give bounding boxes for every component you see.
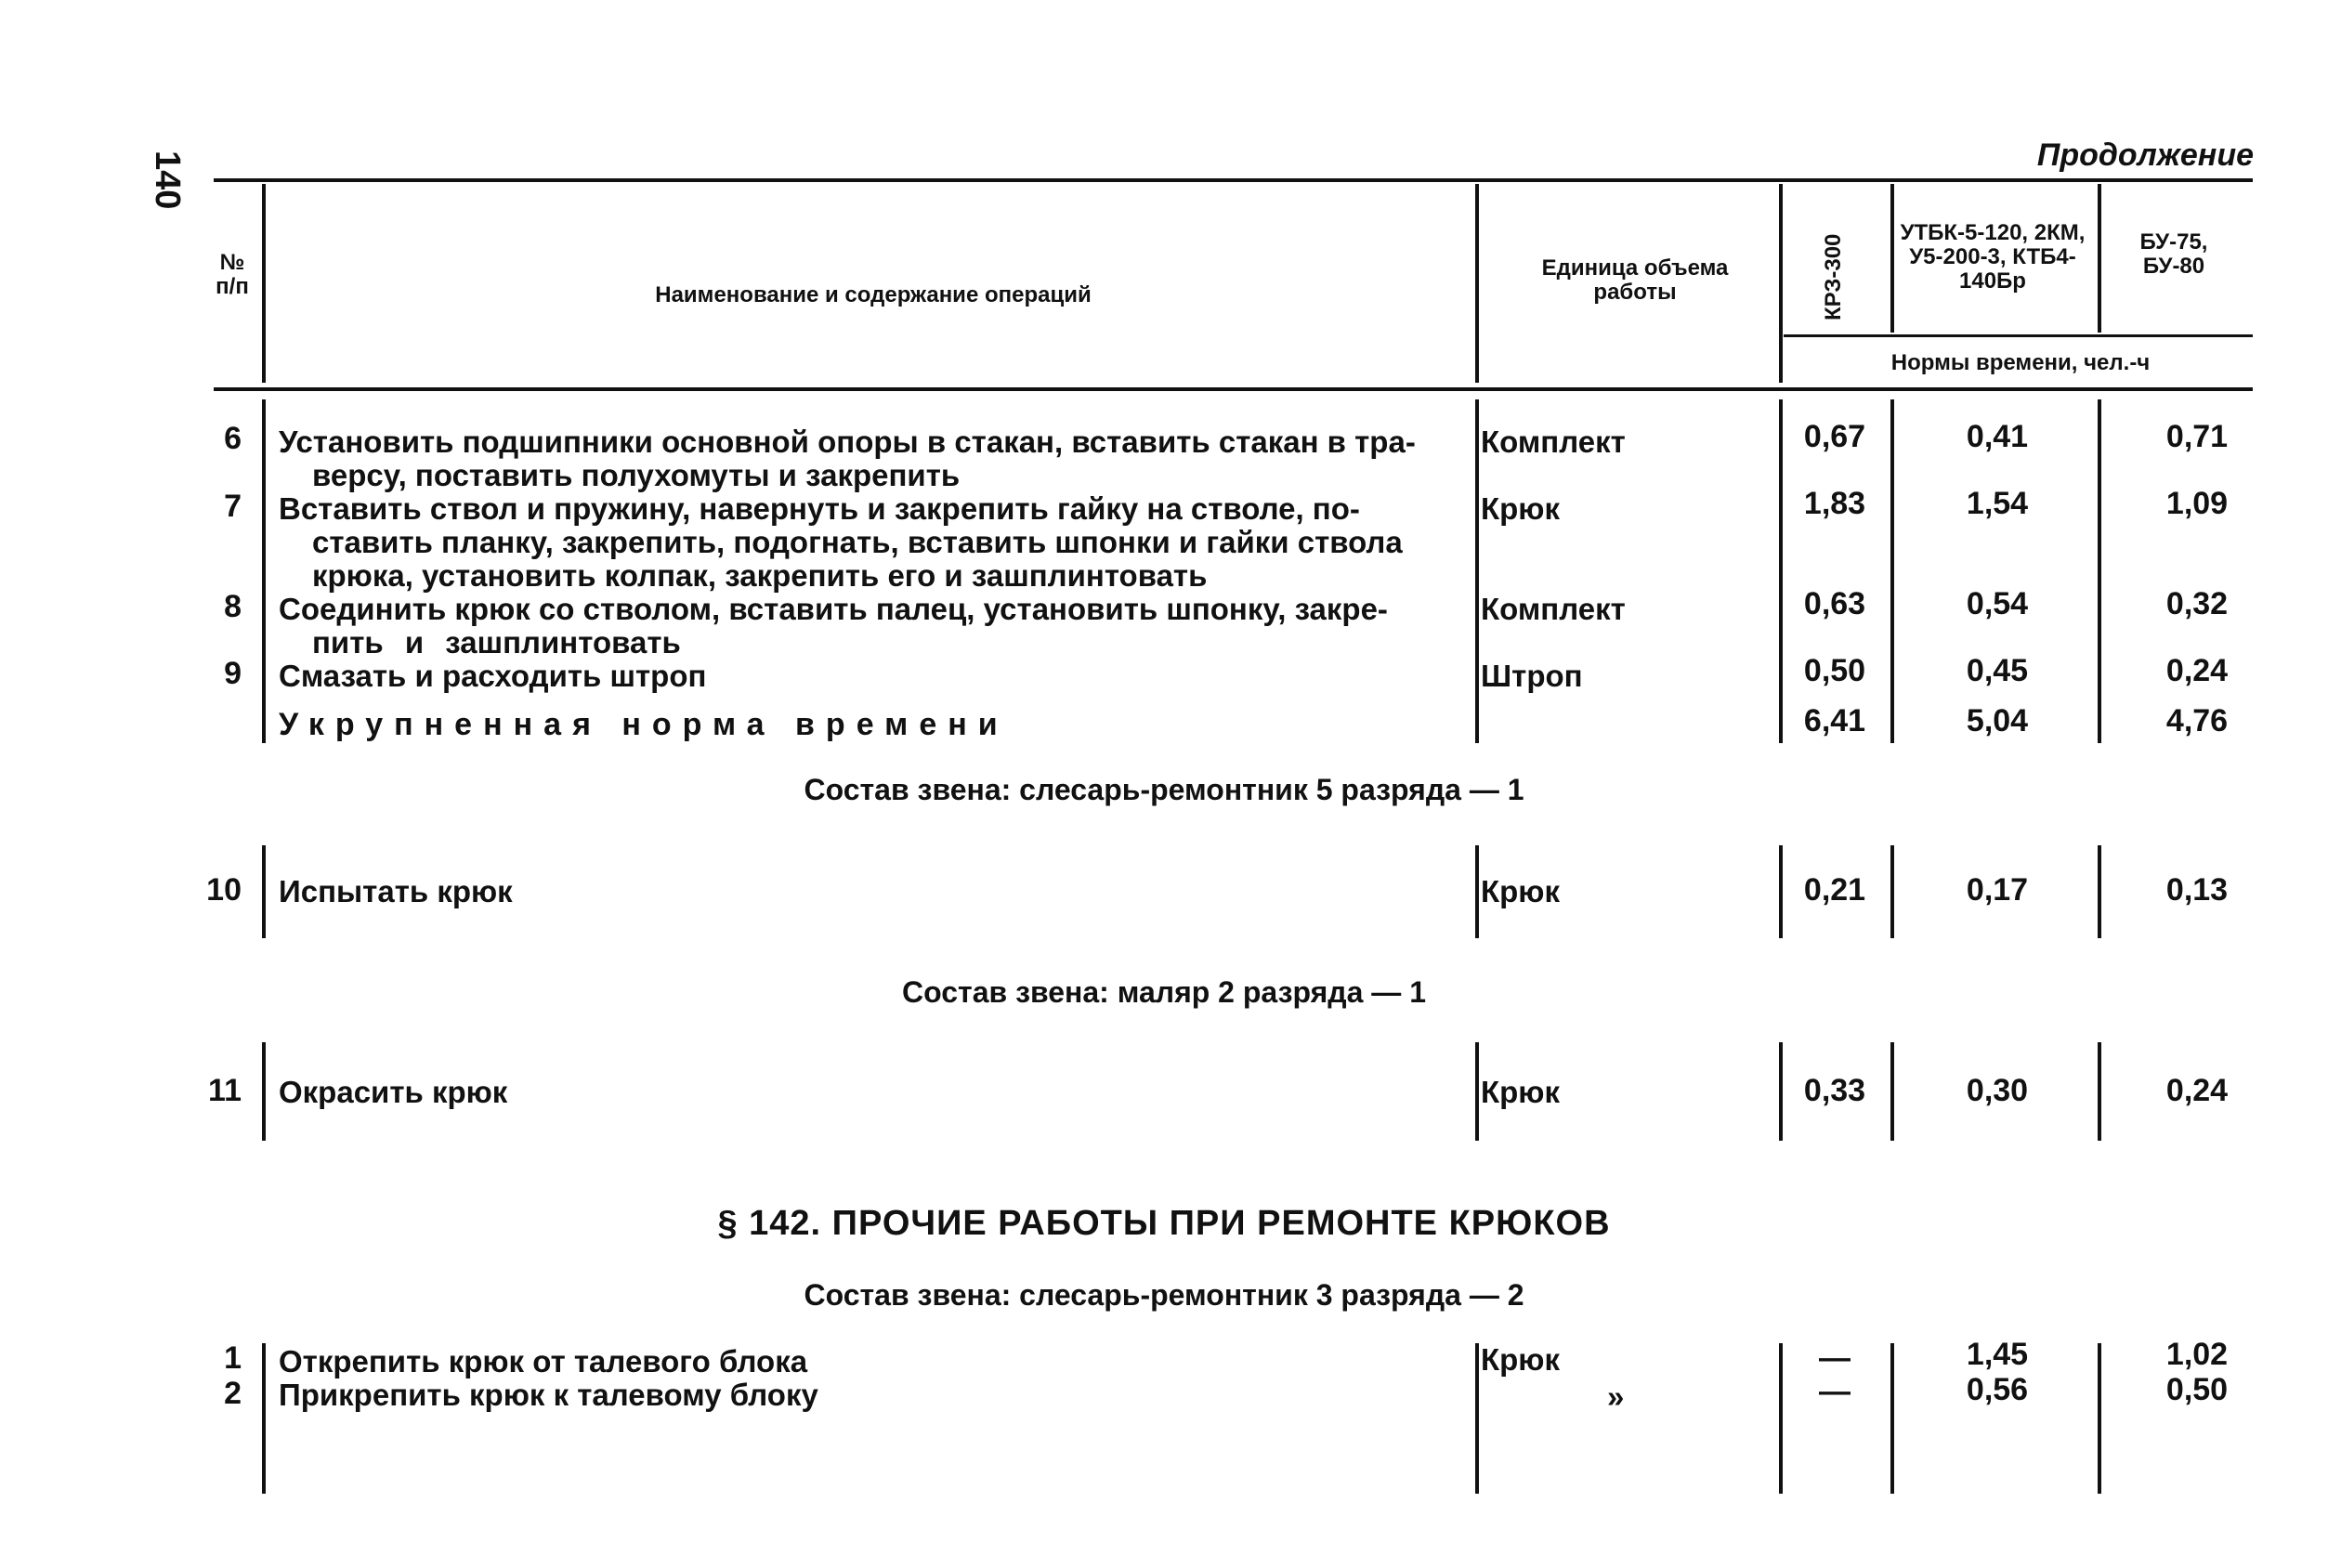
row11-line-5 bbox=[2098, 1042, 2101, 1141]
unit-cell: » bbox=[1607, 1379, 1625, 1414]
total-utbk: 5,04 bbox=[1966, 703, 2029, 738]
block-a-line-1 bbox=[262, 399, 266, 743]
operation-text: Окрасить крюк bbox=[279, 1075, 508, 1109]
operation-text: Испытать крюк bbox=[279, 874, 513, 908]
unit-cell: Крюк bbox=[1481, 1342, 1560, 1377]
block-b-line-3 bbox=[1779, 1343, 1783, 1494]
row10-line-4 bbox=[1890, 845, 1894, 938]
continuation-label: Продолжение bbox=[2036, 137, 2254, 173]
row-number: 1 bbox=[224, 1340, 242, 1376]
value-krz300: 0,21 bbox=[1803, 872, 1866, 908]
header-unit: Единица объема работы bbox=[1541, 255, 1729, 305]
row11-line-2 bbox=[1475, 1042, 1479, 1141]
header-col2: УТБК-5-120, 2КМ, У5-200-3, КТБ4-140Бр bbox=[1900, 220, 2086, 294]
header-norms: Нормы времени, чел.-ч bbox=[1890, 350, 2151, 375]
operation-line: Смазать и расходить штроп bbox=[279, 659, 707, 693]
crew-composition: Состав звена: слесарь-ремонтник 5 разряда — 1 bbox=[804, 773, 1524, 806]
operation-line: пить и зашплинтовать bbox=[312, 625, 681, 660]
value-utbk: 1,45 bbox=[1966, 1337, 2029, 1372]
row-number: 7 bbox=[224, 489, 242, 524]
total-label: Укрупненная норма времени bbox=[279, 707, 1009, 742]
header-num: № п/п bbox=[216, 250, 249, 299]
row-number: 2 bbox=[224, 1376, 242, 1411]
block-a-line-3 bbox=[1779, 399, 1783, 743]
header-top-rule bbox=[214, 178, 2253, 182]
block-b-line-4 bbox=[1890, 1343, 1894, 1494]
value-utbk: 1,54 bbox=[1966, 486, 2029, 521]
block-a-line-2 bbox=[1475, 399, 1479, 743]
value-krz300: 1,83 bbox=[1803, 486, 1866, 521]
value-bu: 0,24 bbox=[2165, 653, 2229, 688]
value-bu: 0,71 bbox=[2165, 419, 2229, 454]
operation-text: Открепить крюк от талевого блока bbox=[279, 1344, 808, 1379]
block-b-line-2 bbox=[1475, 1343, 1479, 1494]
row11-line-1 bbox=[262, 1042, 266, 1141]
block-a-line-5 bbox=[2098, 399, 2101, 743]
header-divider-4 bbox=[1890, 184, 1894, 333]
operation-line: версу, поставить полухомуты и закрепить bbox=[312, 458, 961, 492]
row-number: 9 bbox=[224, 656, 242, 691]
value-utbk: 0,17 bbox=[1966, 872, 2029, 908]
row-number: 8 bbox=[224, 589, 242, 624]
section-title: § 142. ПРОЧИЕ РАБОТЫ ПРИ РЕМОНТЕ КРЮКОВ bbox=[717, 1204, 1611, 1243]
header-name: Наименование и содержание операций bbox=[655, 282, 1092, 307]
value-bu: 0,50 bbox=[2165, 1372, 2229, 1407]
value-bu: 1,09 bbox=[2165, 486, 2229, 521]
operation-text bbox=[279, 425, 1463, 492]
value-krz300: 0,50 bbox=[1803, 653, 1866, 688]
row10-line-1 bbox=[262, 845, 266, 938]
value-krz300: — bbox=[1819, 1340, 1851, 1376]
total-bu: 4,76 bbox=[2165, 703, 2229, 738]
row-number: 10 bbox=[206, 872, 242, 908]
value-utbk: 0,30 bbox=[1966, 1073, 2029, 1108]
header-divider-3 bbox=[1779, 184, 1783, 383]
block-b-line-1 bbox=[262, 1343, 266, 1494]
value-utbk: 0,45 bbox=[1966, 653, 2029, 688]
value-utbk: 0,41 bbox=[1966, 419, 2029, 454]
operation-text bbox=[279, 492, 1463, 593]
row10-line-2 bbox=[1475, 845, 1479, 938]
row-number: 11 bbox=[208, 1073, 242, 1108]
value-krz300: 0,63 bbox=[1803, 586, 1866, 621]
operation-line: Вставить ствол и пружину, навернуть и закрепить гайку на стволе, по- bbox=[279, 491, 1360, 526]
header-divider-2 bbox=[1475, 184, 1479, 383]
block-b-line-5 bbox=[2098, 1343, 2101, 1494]
value-krz300: — bbox=[1819, 1374, 1851, 1409]
row-number: 6 bbox=[224, 421, 242, 456]
value-krz300: 0,67 bbox=[1803, 419, 1866, 454]
value-utbk: 0,56 bbox=[1966, 1372, 2029, 1407]
operation-text bbox=[279, 660, 1463, 693]
operation-line: ставить планку, закрепить, подогнать, вставить шпонки и гайки ствола bbox=[312, 525, 1403, 559]
header-col3: БУ-75, БУ-80 bbox=[2139, 229, 2208, 279]
header-divider-5 bbox=[2098, 184, 2101, 333]
value-utbk: 0,54 bbox=[1966, 586, 2029, 621]
unit-cell: Крюк bbox=[1481, 1075, 1560, 1109]
block-a-line-4 bbox=[1890, 399, 1894, 743]
header-bottom-rule bbox=[214, 387, 2253, 391]
crew-composition: Состав звена: маляр 2 разряда — 1 bbox=[902, 975, 1426, 1009]
crew-composition: Состав звена: слесарь-ремонтник 3 разряда — 2 bbox=[804, 1278, 1524, 1312]
norms-rule bbox=[1784, 334, 2253, 337]
row10-line-5 bbox=[2098, 845, 2101, 938]
value-krz300: 0,33 bbox=[1803, 1073, 1866, 1108]
operation-text: Прикрепить крюк к талевому блоку bbox=[279, 1378, 818, 1412]
page-number: 140 bbox=[148, 150, 187, 210]
operation-line: Установить подшипники основной опоры в стакан, вставить стакан в тра- bbox=[279, 425, 1416, 459]
unit-cell: Штроп bbox=[1481, 659, 1583, 693]
row11-line-4 bbox=[1890, 1042, 1894, 1141]
unit-cell: Крюк bbox=[1481, 491, 1560, 526]
value-bu: 1,02 bbox=[2165, 1337, 2229, 1372]
operation-line: Соединить крюк со стволом, вставить палец, установить шпонку, закре- bbox=[279, 592, 1388, 626]
total-krz300: 6,41 bbox=[1803, 703, 1866, 738]
row11-line-3 bbox=[1779, 1042, 1783, 1141]
operation-line: крюка, установить колпак, закрепить его и зашплинтовать bbox=[312, 558, 1208, 593]
header-col1: КРЗ-300 bbox=[1821, 233, 1846, 320]
value-bu: 0,24 bbox=[2165, 1073, 2229, 1108]
value-bu: 0,32 bbox=[2165, 586, 2229, 621]
header-divider-1 bbox=[262, 184, 266, 383]
value-bu: 0,13 bbox=[2165, 872, 2229, 908]
unit-cell: Комплект bbox=[1481, 592, 1626, 626]
operation-text bbox=[279, 593, 1463, 660]
unit-cell: Крюк bbox=[1481, 874, 1560, 908]
row10-line-3 bbox=[1779, 845, 1783, 938]
unit-cell: Комплект bbox=[1481, 425, 1626, 459]
